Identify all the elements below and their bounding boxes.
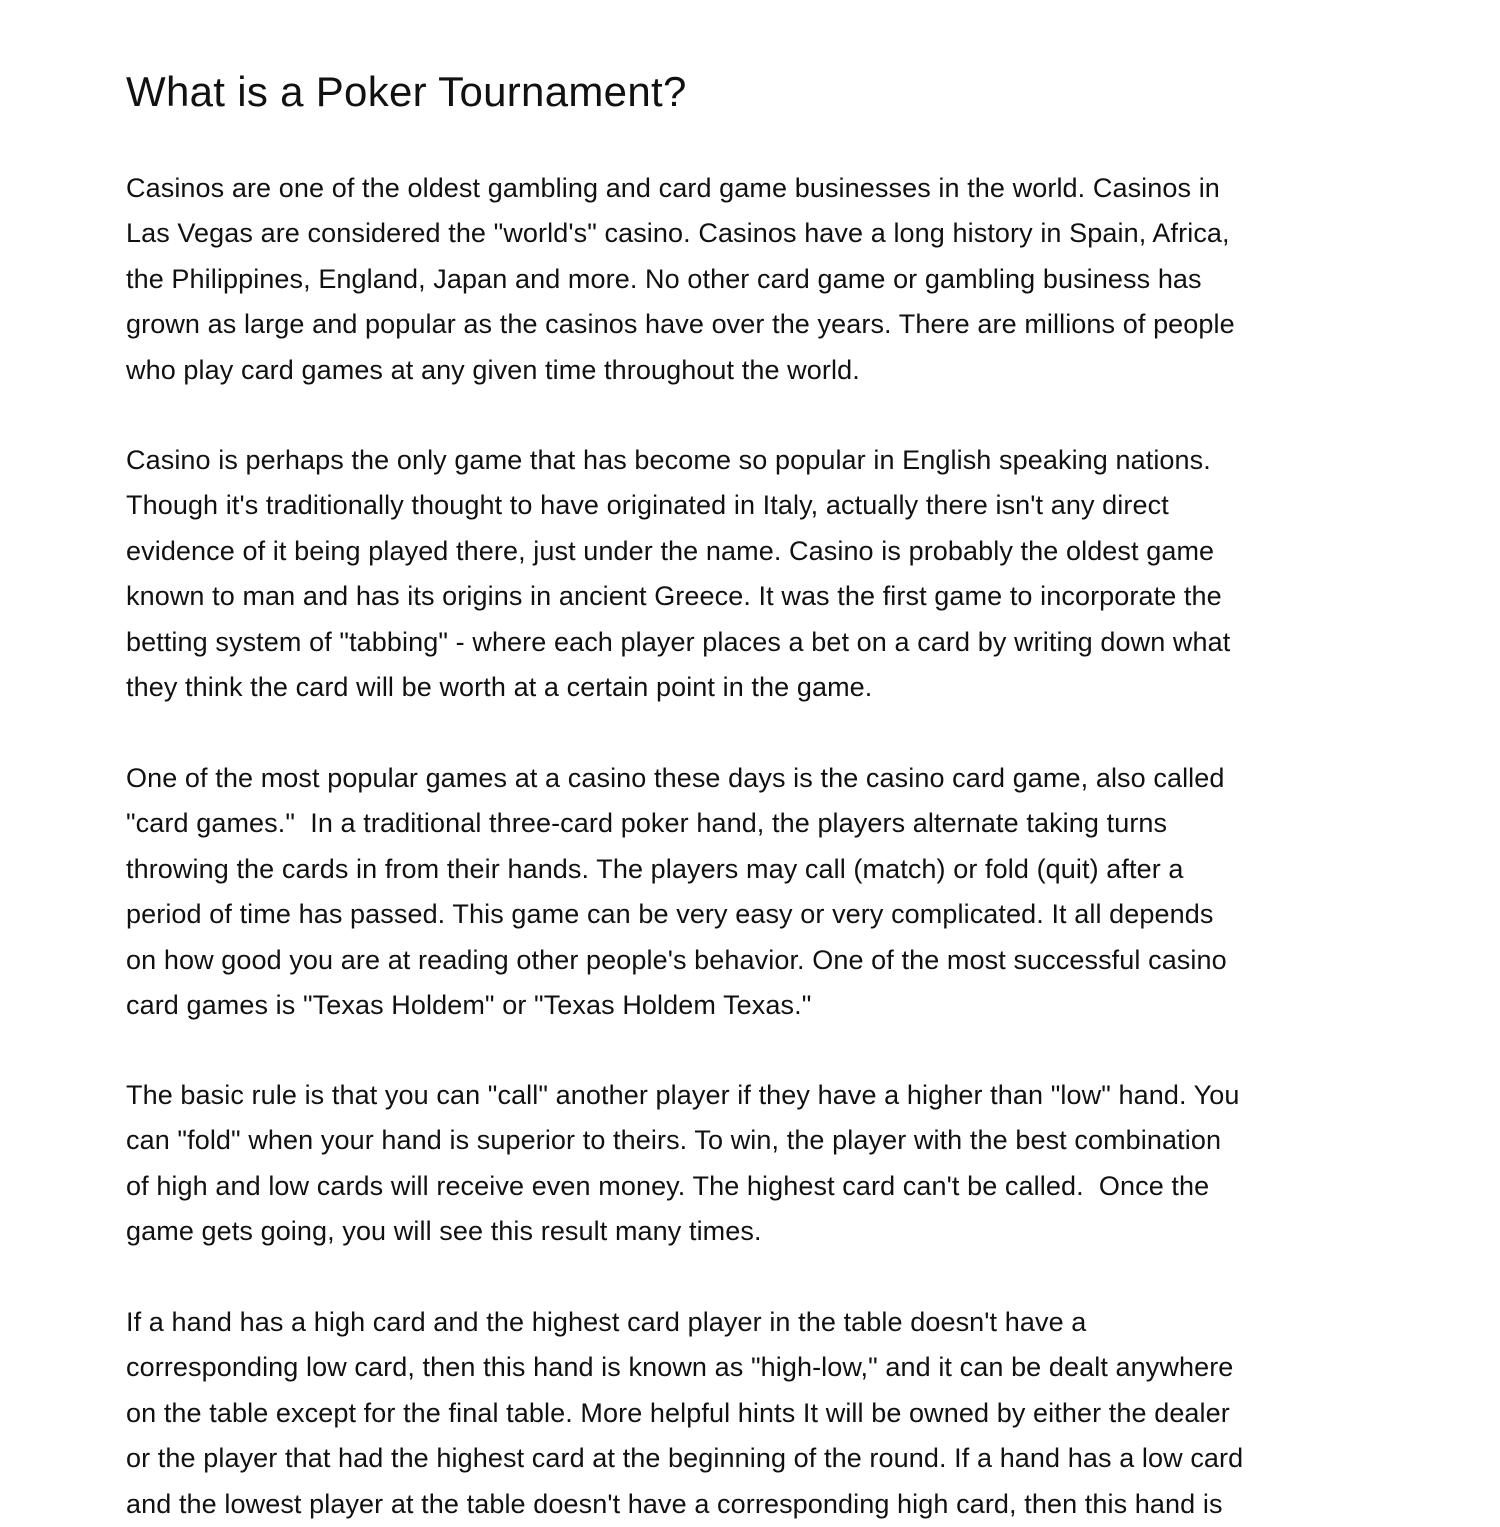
- paragraph-line: One of the most popular games at a casino these days is the casino card game, also called: [126, 763, 1225, 793]
- paragraph-line: betting system of "tabbing" - where each player places a bet on a card by writing down what: [126, 626, 1231, 657]
- paragraph-5: [126, 1300, 1386, 1527]
- paragraph-line: card games is "Texas Holdem" or "Texas Holdem Texas.": [126, 990, 812, 1021]
- paragraph-line: and the lowest player at the table doesn't have a corresponding high card, then this hand is: [126, 1488, 1223, 1519]
- paragraph-line: the Philippines, England, Japan and more. No other card game or gambling business has: [126, 263, 1202, 294]
- paragraph-line: or the player that had the highest card at the beginning of the round. If a hand has a low card: [126, 1443, 1244, 1474]
- paragraph-line: on how good you are at reading other people's behavior. One of the most successful casino: [126, 944, 1227, 975]
- paragraph-line: The basic rule is that you can "call" another player if they have a higher than "low" hand. You: [126, 1080, 1240, 1110]
- paragraph-4: [126, 1073, 1386, 1255]
- paragraph-line: Las Vegas are considered the "world's" casino. Casinos have a long history in Spain, Africa,: [126, 218, 1230, 249]
- paragraph-line: game gets going, you will see this result many times.: [126, 1216, 762, 1247]
- paragraph-line: grown as large and popular as the casinos have over the years. There are millions of people: [126, 309, 1235, 340]
- paragraph-1: [126, 166, 1386, 393]
- paragraph-line: on the table except for the final table. More helpful hints It will be owned by either the dealer: [126, 1397, 1230, 1428]
- paragraph-line: evidence of it being played there, just under the name. Casino is probably the oldest game: [126, 535, 1215, 566]
- paragraph-2: [126, 438, 1386, 710]
- paragraph-line: "card games." In a traditional three-card poker hand, the players alternate taking turns: [126, 808, 1168, 839]
- paragraph-3: [126, 756, 1386, 1028]
- paragraph-line: period of time has passed. This game can be very easy or very complicated. It all depends: [126, 899, 1214, 930]
- paragraph-line: they think the card will be worth at a certain point in the game.: [126, 672, 873, 703]
- paragraph-line: who play card games at any given time throughout the world.: [126, 354, 860, 385]
- paragraph-line: Casinos are one of the oldest gambling and card game businesses in the world. Casinos in: [126, 173, 1220, 203]
- document-title: What is a Poker Tournament?: [126, 68, 687, 115]
- paragraph-line: If a hand has a high card and the highest card player in the table doesn't have a: [126, 1307, 1087, 1337]
- paragraph-line: throwing the cards in from their hands. The players may call (match) or fold (quit) after a: [126, 853, 1184, 884]
- paragraph-line: Casino is perhaps the only game that has become so popular in English speaking nations.: [126, 445, 1211, 475]
- paragraph-line: can "fold" when your hand is superior to theirs. To win, the player with the best combination: [126, 1125, 1222, 1156]
- paragraph-line: Though it's traditionally thought to have originated in Italy, actually there isn't any direct: [126, 490, 1169, 521]
- paragraph-line: corresponding low card, then this hand is known as "high-low," and it can be dealt anywhere: [126, 1352, 1234, 1383]
- paragraph-line: of high and low cards will receive even money. The highest card can't be called. Once the: [126, 1170, 1210, 1201]
- paragraph-line: known to man and has its origins in ancient Greece. It was the first game to incorporate the: [126, 581, 1222, 612]
